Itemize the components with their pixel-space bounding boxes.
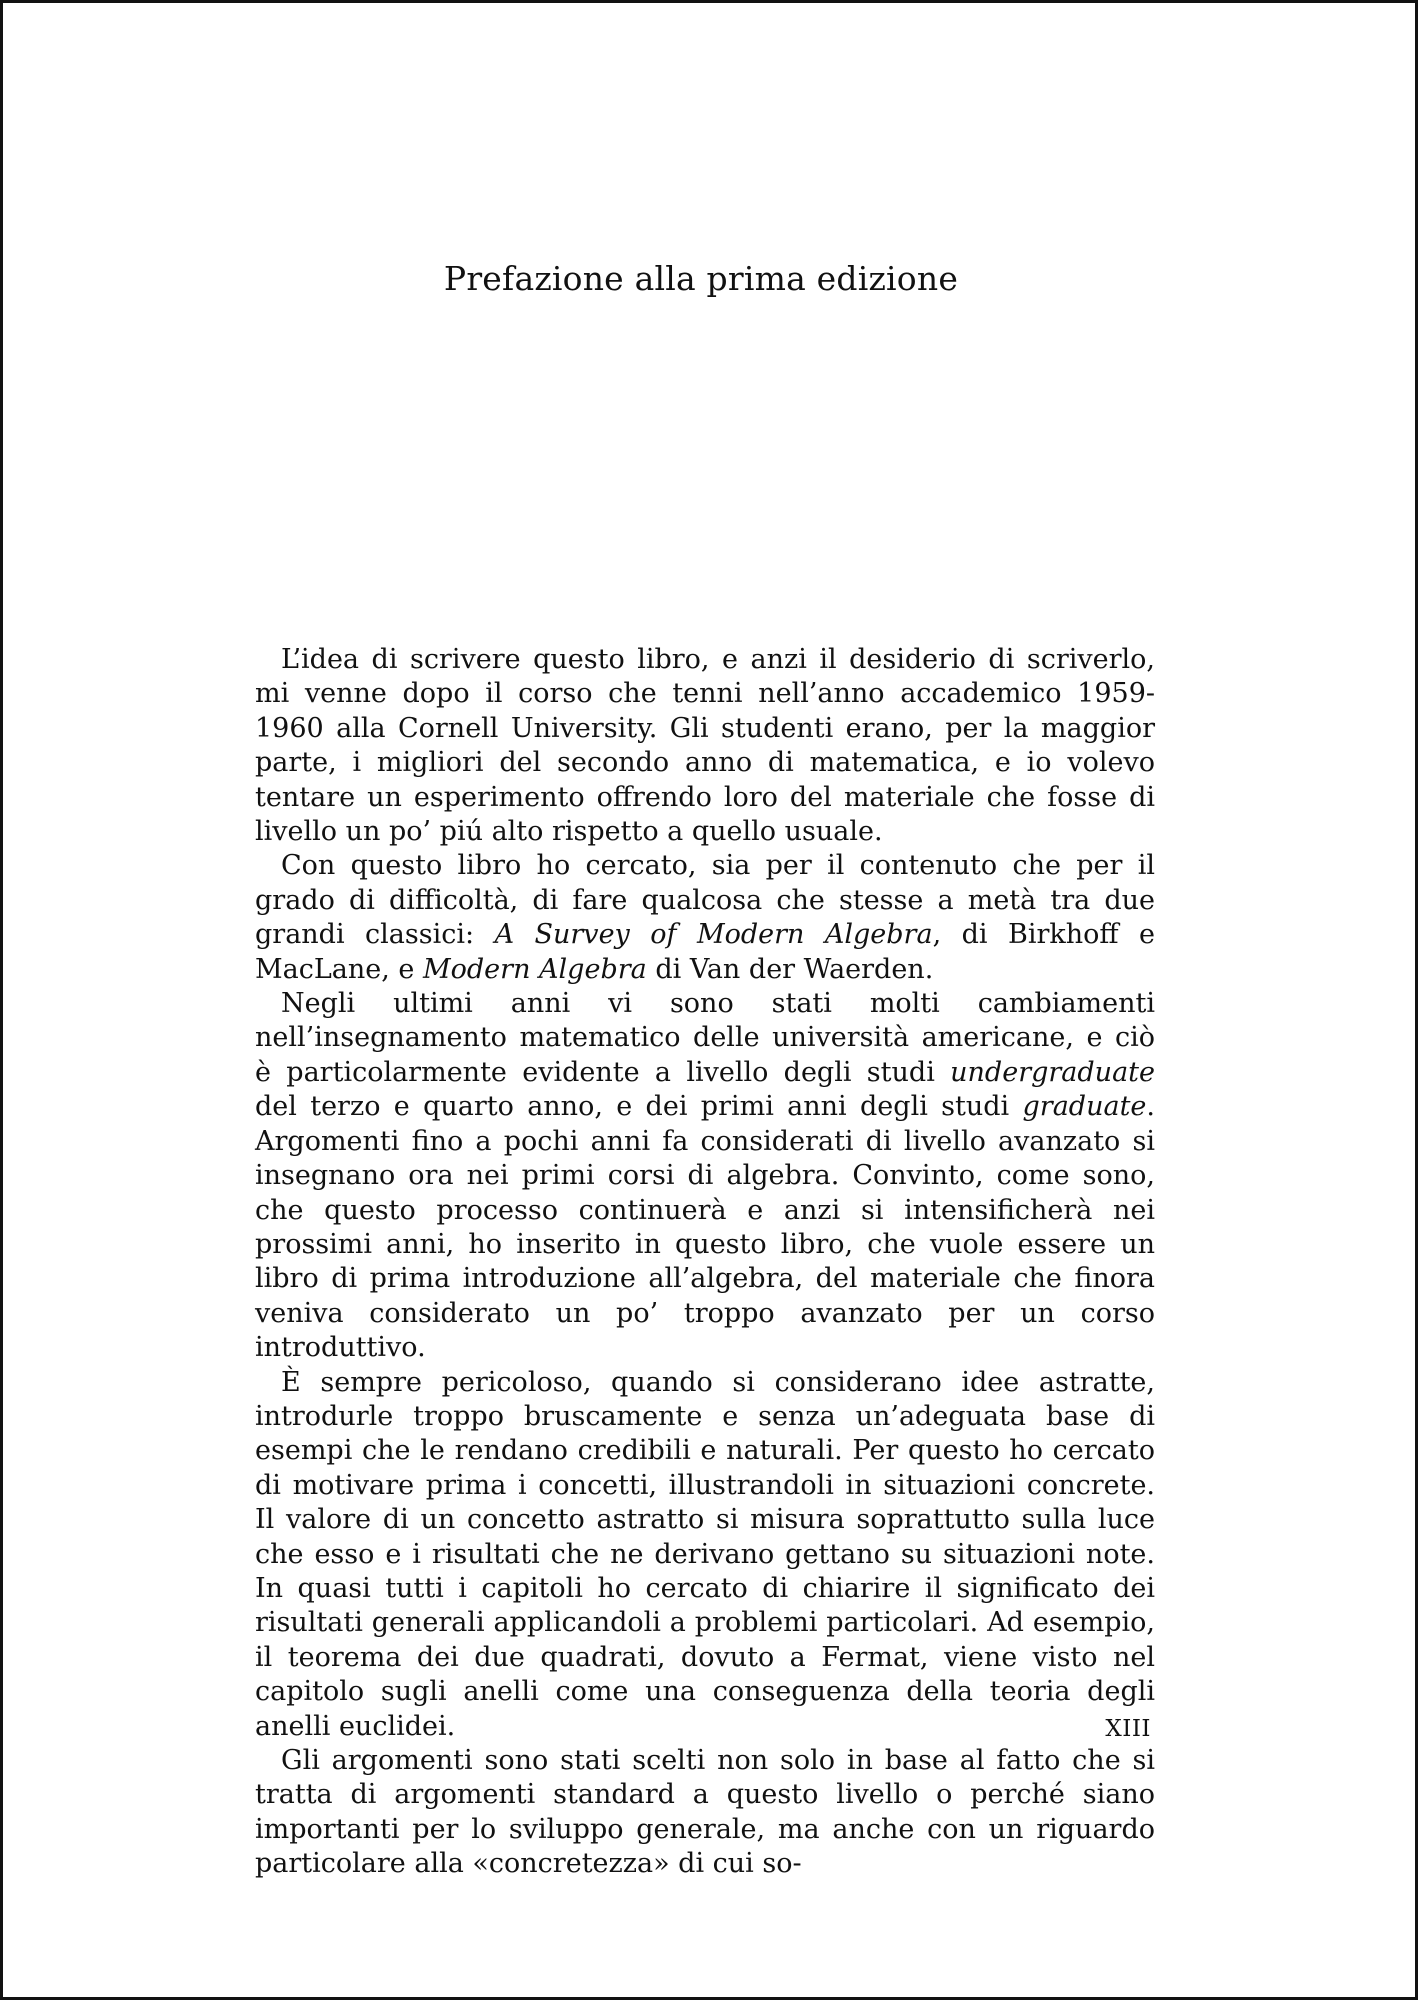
text-run: L’idea di scrivere questo libro, e anzi il desiderio di scriverlo, mi venne dopo il corso che tenni nell’anno accademico 1959-1960 alla Cornell University. Gli studenti erano, per la maggior parte, i migliori del secondo anno di matematica, e io volevo tentare un esperimento offrendo loro del materiale che fosse di livello un po’ piú alto rispetto a quello usuale. xyxy=(255,644,1155,848)
italic-text: A Survey of Modern Algebra xyxy=(494,919,933,951)
text-run: È sempre pericoloso, quando si considerano idee astratte, introdurle troppo bruscamente e senza un’adeguata base di esempi che le rendano credibili e naturali. Per questo ho cercato di motivare prima i concetti, illustrandoli in situazioni concrete. Il valore di un concetto astratto si misura soprattutto sulla luce che esso e i risultati che ne derivano gettano su situazioni note. In quasi tutti i capitoli ho cercato di chiarire il significato dei risultati generali applicandoli a problemi particolari. Ad esempio, il teorema dei due quadrati, dovuto a Fermat, viene visto nel capitolo sugli anelli come una conseguenza della teoria degli anelli euclidei. xyxy=(255,1366,1155,1742)
text-run: . Argomenti fino a pochi anni fa considerati di livello avanzato si insegnano ora nei primi corsi di algebra. Convinto, come sono, che questo processo continuerà e anzi si intensificherà nei prossimi anni, ho inserito in questo libro, che vuole essere un libro di prima introduzione all’algebra, del materiale che finora veniva considerato un po’ troppo avanzato per un corso introduttivo. xyxy=(255,1091,1155,1364)
page-number: XIII xyxy=(1105,1716,1151,1742)
paragraph xyxy=(255,849,1155,987)
text-run: Con questo libro ho cercato, sia per il contenuto che per il grado di difficoltà, di fare qualcosa che stesse a metà tra due grandi classici: xyxy=(255,850,1155,951)
text-run: Negli ultimi anni vi sono stati molti cambiamenti nell’insegnamento matematico delle università americane, e ciò è particolarmente evidente a livello degli studi xyxy=(255,988,1155,1088)
italic-text: graduate xyxy=(1022,1091,1147,1123)
paragraph xyxy=(255,1366,1155,1744)
paragraph xyxy=(255,1744,1155,1882)
paragraph xyxy=(255,643,1155,849)
body-text xyxy=(255,643,1155,1882)
text-run: , di Birkhoff e MacLane, e xyxy=(255,919,1155,985)
text-run: del terzo e quarto anno, e dei primi anni degli studi xyxy=(255,1091,1023,1123)
page-title: Prefazione alla prima edizione xyxy=(443,259,959,298)
paragraph xyxy=(255,987,1155,1365)
italic-text: undergraduate xyxy=(950,1056,1155,1088)
text-run: di Van der Waerden. xyxy=(646,953,934,985)
italic-text: Modern Algebra xyxy=(423,953,647,985)
text-run: Gli argomenti sono stati scelti non solo in base al fatto che si tratta di argomenti standard a questo livello o perché siano importanti per lo sviluppo generale, ma anche con un riguardo particolare alla «concretezza» di cui so- xyxy=(255,1745,1155,1880)
